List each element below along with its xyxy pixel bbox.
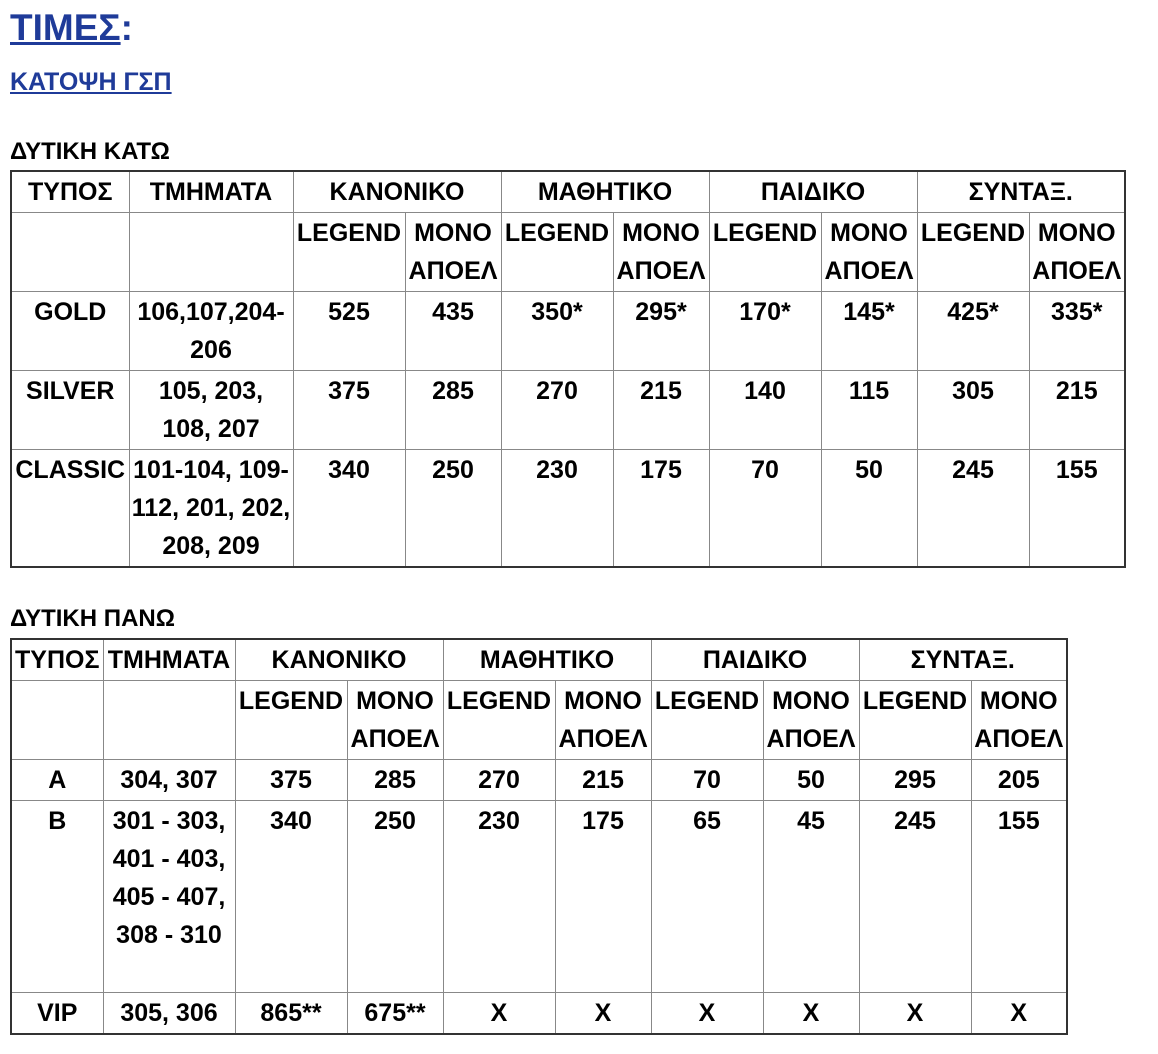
price-cell: 270 xyxy=(501,371,613,450)
subheader-legend: LEGEND xyxy=(443,681,555,760)
price-cell: 170* xyxy=(709,292,821,371)
subheader-legend: LEGEND xyxy=(709,213,821,292)
price-cell: 295 xyxy=(859,760,971,801)
row-type: VIP xyxy=(11,993,103,1035)
price-cell: 230 xyxy=(501,450,613,568)
price-cell: 145* xyxy=(821,292,917,371)
row-sections: 304, 307 xyxy=(103,760,235,801)
price-cell: 335* xyxy=(1029,292,1125,371)
price-cell: 865** xyxy=(235,993,347,1035)
column-header-sections: ΤΜΗΜΑΤΑ xyxy=(103,639,235,681)
subheader-mono: ΜΟΝΟ ΑΠΟΕΛ xyxy=(555,681,651,760)
subheader-mono: ΜΟΝΟ ΑΠΟΕΛ xyxy=(613,213,709,292)
subheader-mono: ΜΟΝΟ ΑΠΟΕΛ xyxy=(1029,213,1125,292)
price-cell: 285 xyxy=(347,760,443,801)
price-cell: 245 xyxy=(859,801,971,993)
floor-plan-link[interactable]: ΚΑΤΟΨΗ ΓΣΠ xyxy=(10,68,172,96)
price-cell: 425* xyxy=(917,292,1029,371)
subheader-legend: LEGEND xyxy=(235,681,347,760)
subheader-legend: LEGEND xyxy=(293,213,405,292)
price-cell: 115 xyxy=(821,371,917,450)
subheader-mono: ΜΟΝΟ ΑΠΟΕΛ xyxy=(821,213,917,292)
price-cell: 340 xyxy=(235,801,347,993)
price-cell: 155 xyxy=(971,801,1067,993)
row-sections: 106,107,204-206 xyxy=(129,292,293,371)
page-title-text: ΤΙΜΕΣ xyxy=(10,7,121,48)
column-header-child: ΠΑΙΔΙΚΟ xyxy=(651,639,859,681)
price-cell: X xyxy=(763,993,859,1035)
price-cell: X xyxy=(651,993,763,1035)
table-row xyxy=(11,801,1067,993)
row-sections: 105, 203, 108, 207 xyxy=(129,371,293,450)
price-cell: 175 xyxy=(613,450,709,568)
price-cell: 215 xyxy=(555,760,651,801)
subheader-legend: LEGEND xyxy=(651,681,763,760)
price-cell: 155 xyxy=(1029,450,1125,568)
row-sections: 305, 306 xyxy=(103,993,235,1035)
page-title xyxy=(10,6,133,50)
column-header-regular: ΚΑΝΟΝΙΚΟ xyxy=(235,639,443,681)
price-cell: 50 xyxy=(763,760,859,801)
price-cell: 175 xyxy=(555,801,651,993)
price-cell: X xyxy=(971,993,1067,1035)
price-cell: 205 xyxy=(971,760,1067,801)
subheader-mono: ΜΟΝΟ ΑΠΟΕΛ xyxy=(405,213,501,292)
subheader-legend: LEGEND xyxy=(859,681,971,760)
table-row xyxy=(11,993,1067,1035)
price-cell: 245 xyxy=(917,450,1029,568)
price-cell: 230 xyxy=(443,801,555,993)
price-cell: 70 xyxy=(651,760,763,801)
price-cell: 70 xyxy=(709,450,821,568)
price-cell: 350* xyxy=(501,292,613,371)
table-row xyxy=(11,371,1125,450)
column-header-student: ΜΑΘΗΤΙΚΟ xyxy=(501,171,709,213)
subheader-empty xyxy=(129,213,293,292)
price-cell: 65 xyxy=(651,801,763,993)
subheader-empty xyxy=(11,681,103,760)
table-header-row xyxy=(11,171,1125,213)
column-header-type: ΤΥΠΟΣ xyxy=(11,639,103,681)
price-cell: 140 xyxy=(709,371,821,450)
column-header-regular: ΚΑΝΟΝΙΚΟ xyxy=(293,171,501,213)
price-cell: 375 xyxy=(293,371,405,450)
column-header-pensioner: ΣΥΝΤΑΞ. xyxy=(917,171,1125,213)
price-cell: 45 xyxy=(763,801,859,993)
table-subheader-row xyxy=(11,681,1067,760)
subheader-empty xyxy=(103,681,235,760)
price-cell: 525 xyxy=(293,292,405,371)
price-cell: X xyxy=(443,993,555,1035)
subheader-mono: ΜΟΝΟ ΑΠΟΕΛ xyxy=(347,681,443,760)
table-header-row xyxy=(11,639,1067,681)
subheader-mono: ΜΟΝΟ ΑΠΟΕΛ xyxy=(763,681,859,760)
table-row xyxy=(11,760,1067,801)
section-title-west-upper: ΔΥΤΙΚΗ ΠΑΝΩ xyxy=(10,605,175,632)
price-cell: 250 xyxy=(405,450,501,568)
subheader-mono: ΜΟΝΟ ΑΠΟΕΛ xyxy=(971,681,1067,760)
column-header-type: ΤΥΠΟΣ xyxy=(11,171,129,213)
price-cell: X xyxy=(555,993,651,1035)
table-row xyxy=(11,292,1125,371)
column-header-child: ΠΑΙΔΙΚΟ xyxy=(709,171,917,213)
row-type: GOLD xyxy=(11,292,129,371)
price-cell: 435 xyxy=(405,292,501,371)
section-title-west-lower: ΔΥΤΙΚΗ ΚΑΤΩ xyxy=(10,138,170,165)
subheader-legend: LEGEND xyxy=(501,213,613,292)
price-cell: X xyxy=(859,993,971,1035)
subheader-empty xyxy=(11,213,129,292)
price-table-west-upper xyxy=(10,638,1068,1035)
price-cell: 250 xyxy=(347,801,443,993)
price-cell: 375 xyxy=(235,760,347,801)
subheader-legend: LEGEND xyxy=(917,213,1029,292)
price-cell: 215 xyxy=(613,371,709,450)
price-cell: 215 xyxy=(1029,371,1125,450)
row-sections: 101-104, 109-112, 201, 202, 208, 209 xyxy=(129,450,293,568)
row-type: B xyxy=(11,801,103,993)
table-subheader-row xyxy=(11,213,1125,292)
row-type: A xyxy=(11,760,103,801)
row-sections: 301 - 303, 401 - 403, 405 - 407, 308 - 310 xyxy=(103,801,235,993)
column-header-pensioner: ΣΥΝΤΑΞ. xyxy=(859,639,1067,681)
price-cell: 295* xyxy=(613,292,709,371)
price-cell: 305 xyxy=(917,371,1029,450)
price-cell: 50 xyxy=(821,450,917,568)
column-header-student: ΜΑΘΗΤΙΚΟ xyxy=(443,639,651,681)
price-cell: 675** xyxy=(347,993,443,1035)
column-header-sections: ΤΜΗΜΑΤΑ xyxy=(129,171,293,213)
table-row xyxy=(11,450,1125,568)
row-type: SILVER xyxy=(11,371,129,450)
row-type: CLASSIC xyxy=(11,450,129,568)
price-table-west-lower xyxy=(10,170,1126,568)
price-cell: 340 xyxy=(293,450,405,568)
price-cell: 285 xyxy=(405,371,501,450)
price-cell: 270 xyxy=(443,760,555,801)
page-title-colon: : xyxy=(120,7,133,48)
